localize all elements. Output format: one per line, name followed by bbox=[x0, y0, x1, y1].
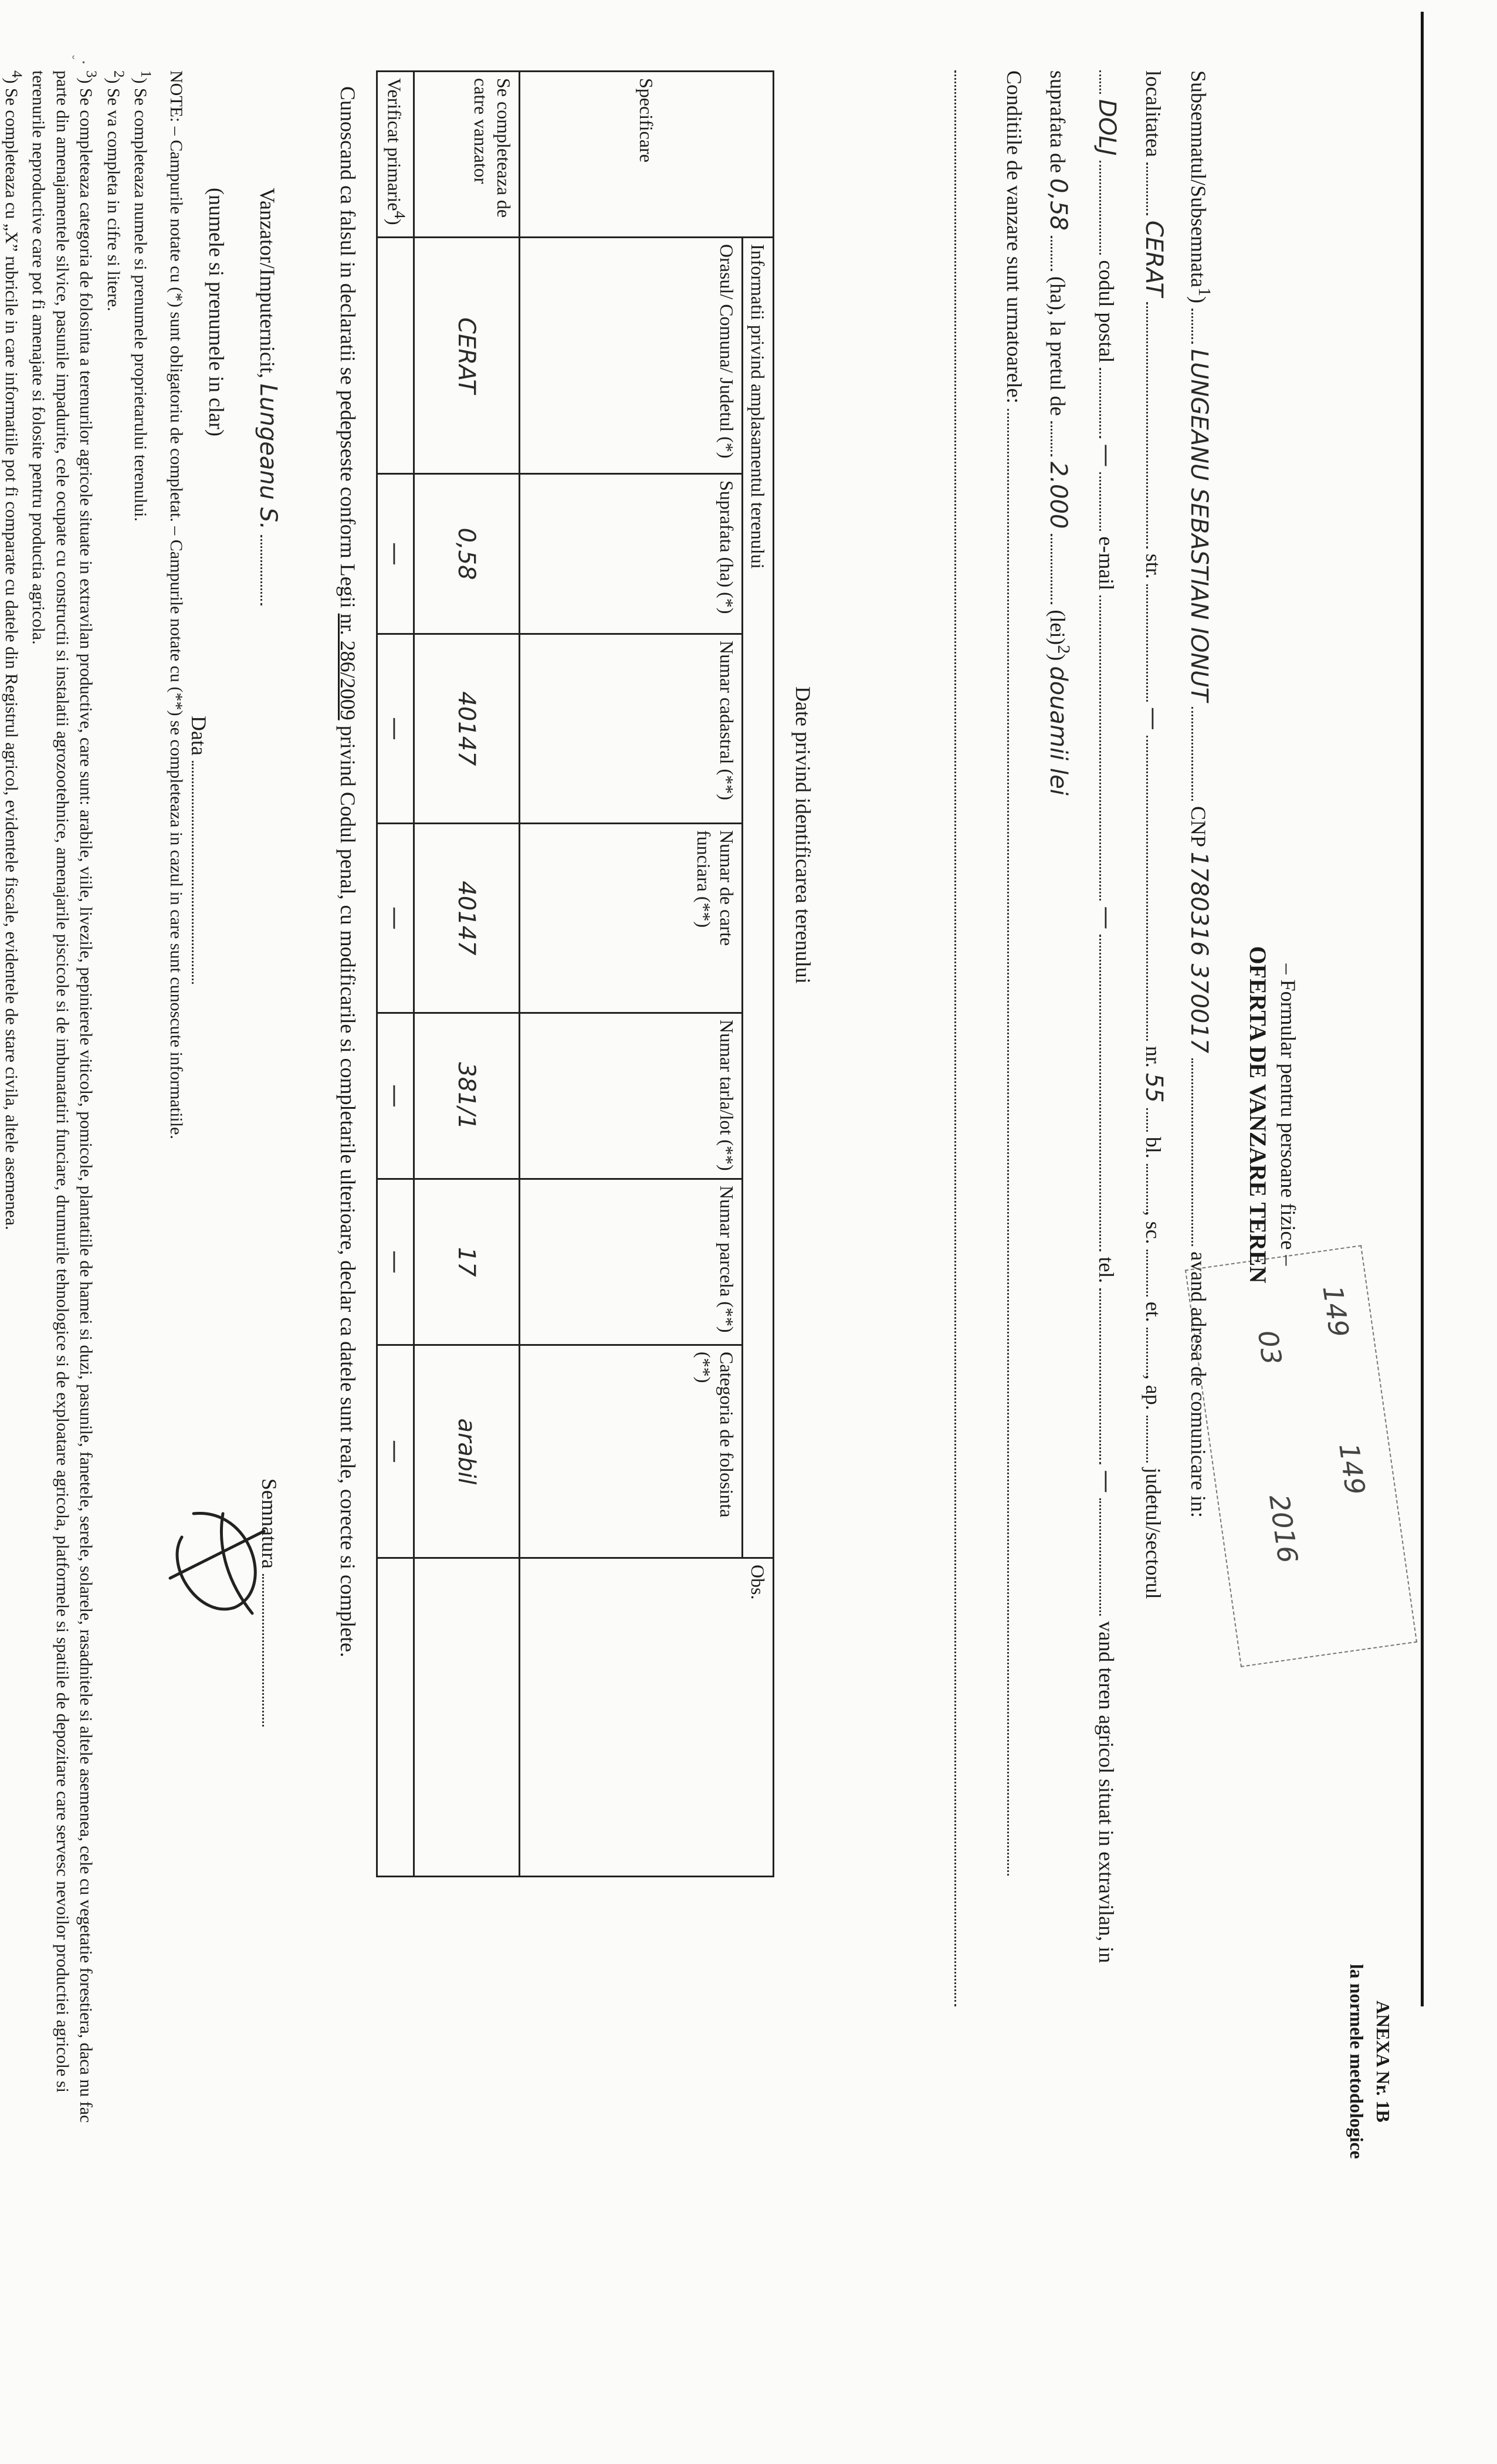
scan-speck: ʿ · bbox=[70, 53, 87, 72]
table-row bbox=[414, 72, 519, 1877]
footnote-4: Se completeaza cu „X” rubricile in care informatiile pot fi comparate cu datele din Registrul agricol, evidentele fiscale, evidentele de stare civila, altele asemenea. bbox=[2, 88, 21, 1230]
col-parcela: Numar parcela (**) bbox=[519, 1179, 742, 1345]
line-subsemnatul: Subsemnatul/Subsemnata$^1$) LUNGEANU SEBASTIAN IONUT CNP 1780316 370017 avand adresa de comunicare in: bbox=[1186, 70, 1214, 1518]
footnote-1: Se completeaza numele si prenumele proprietarului terenului. bbox=[131, 88, 151, 522]
judet-value: DOLJ bbox=[1093, 99, 1120, 156]
annex-sub: la normele metodologice bbox=[1346, 1964, 1368, 2159]
cnp-value: 1780316 370017 bbox=[1186, 851, 1212, 1054]
annex-header bbox=[1343, 1964, 1396, 2159]
pret-litere: douamii lei bbox=[1045, 666, 1072, 796]
stamp-month: 03 bbox=[1251, 1328, 1288, 1367]
bl-label: bl. bbox=[1142, 1136, 1165, 1159]
table-row bbox=[377, 72, 414, 1877]
specificare-header: Specificare bbox=[519, 72, 773, 238]
cell-obs bbox=[414, 1558, 519, 1877]
cell-tarla: 381/1 bbox=[414, 1013, 519, 1179]
cod-postal-value: — bbox=[1093, 444, 1120, 468]
line-suprafata: suprafata de 0,58 (ha), la pretul de 2.000 (lei)$^2$) douamii lei bbox=[1045, 70, 1073, 796]
lei-label: (lei) bbox=[1046, 610, 1069, 645]
nr-value: 55 bbox=[1140, 1072, 1167, 1103]
subsemnatul-value: LUNGEANU SEBASTIAN IONUT bbox=[1186, 348, 1212, 702]
stamp-reg-no: 149 bbox=[1316, 1284, 1356, 1339]
sc-label: sc. bbox=[1142, 1221, 1165, 1244]
row-label: Se completeaza de catre vanzator bbox=[414, 72, 519, 238]
location-header: Informatii privind amplasamentul terenului bbox=[742, 238, 773, 1558]
col-obs: Obs. bbox=[519, 1558, 773, 1877]
form-title: OFERTA DE VANZARE TEREN bbox=[1245, 946, 1272, 1284]
line-cod-postal bbox=[1093, 70, 1120, 1963]
col-carte-funciara: Numar de carte funciara (**) bbox=[519, 824, 742, 1013]
footnotes: NOTE: – Campurile notate cu (*) sunt obligatoriu de completat. – Campurile notate cu (**) se completeaza in cazul in care sunt cunoscute informatiile. $^1$) Se completeaza numele si prenumele proprietarului terenului. $^2$) Se va completa in cifre si litere. $^3$) Se completeaza categoria de folosinta a terenurilor agricole situate in extravilan productive, care sunt: arabile, viile, livezile, pepinierele viticole, pomicole, plantatiile de hamei si duzi, pasunile, fanetele, serele, solarele, rasadnitele si altele asemenea, cele cu vegetatie forestiera, daca nu fac parte din amenajamentele silvice, pasunile impadurite, cele ocupate cu constructii si instalatii agrozootehnice, amenajarile piscicole si de imbunatatiri funciare, drumurile tehnologice si de exploatare agricola, platformele si spatiile de depozitare care servesc nevoilor productiei agricole si terenurile neproductive care pot fi amenajate si folosite pentru productia agricola. $^4$) Se completeaza cu „X” rubricile in care informatiile pot fi comparate cu datele din Registrul agricol, evidentele fiscale, evidentele de stare civila, altele asemenea. bbox=[0, 70, 188, 2135]
subsemnatul-label: Subsemnatul/Subsemnata bbox=[1187, 70, 1210, 287]
cell-tarla: — bbox=[377, 1013, 414, 1179]
str-value: — bbox=[1140, 706, 1167, 730]
cell-suprafata: — bbox=[377, 474, 414, 634]
col-tarla: Numar tarla/lot (**) bbox=[519, 1013, 742, 1179]
cell-carte-funciara: — bbox=[377, 824, 414, 1013]
nr-label: nr. bbox=[1142, 1045, 1165, 1068]
et-label: et. bbox=[1142, 1301, 1165, 1322]
declaration bbox=[332, 70, 364, 2006]
cell-categoria: arabil bbox=[414, 1345, 519, 1558]
cell-nr-cadastral: — bbox=[377, 634, 414, 824]
tel-label: tel. bbox=[1095, 1257, 1118, 1284]
cell-parcela: — bbox=[377, 1179, 414, 1345]
footnote-2: Se va completa in cifre si litere. bbox=[104, 88, 123, 312]
cnp-label: CNP bbox=[1187, 806, 1210, 847]
cod-postal-label: codul postal bbox=[1095, 260, 1118, 363]
cell-parcela: 17 bbox=[414, 1179, 519, 1345]
suprafata-label: suprafata de bbox=[1046, 70, 1069, 173]
ha-label: (ha), la pretul de bbox=[1046, 276, 1069, 416]
land-identification-table bbox=[376, 70, 774, 1877]
localitatea-label: localitatea bbox=[1142, 70, 1165, 157]
stamp-day: 149 bbox=[1333, 1441, 1371, 1497]
footnote-3: Se completeaza categoria de folosinta a terenurilor agricole situate in extravilan productive, care sunt: arabile, viile, livezile, pepinierele viticole, pomicole, plantatiile de hamei si duzi, pasunile, fanetele, serele, solarele, rasadnitele si altele asemenea, cele cu vegetatie forestiera, daca nu fac parte din amenajamentele silvice, pasunile impadurite, cele ocupate cu constructii si instalatii agrozootehnice, amenajarile piscicole si de imbunatatiri funciare, drumurile tehnologice si de exploatare agricola, platformele si spatiile de depozitare care servesc nevoilor productiei agricole si terenurile neproductive care pot fi amenajate si folosite pentru productia agricola. bbox=[29, 70, 96, 2123]
vanzator-label: Vanzator/Imputernicit, bbox=[256, 188, 279, 378]
cell-nr-cadastral: 40147 bbox=[414, 634, 519, 824]
conditii-label: Conditiile de vanzare sunt urmatoarele: bbox=[1002, 70, 1026, 404]
judet-label: judetul/sectorul bbox=[1142, 1467, 1165, 1599]
line-conditii bbox=[1002, 70, 1027, 1876]
cell-categoria: — bbox=[377, 1345, 414, 1558]
suprafata-value: 0,58 bbox=[1045, 178, 1072, 231]
col-suprafata: Suprafata (ha) (*) bbox=[519, 474, 742, 634]
line-localitatea: localitatea CERAT str. — nr. 55 bl. , sc. et. , ap. judetul/sectorul bbox=[1140, 70, 1167, 1599]
tel-value: — bbox=[1093, 1470, 1120, 1494]
data-label: Data bbox=[187, 716, 211, 756]
localitatea-value: CERAT bbox=[1140, 220, 1167, 297]
annex-number: ANEXA Nr. 1B bbox=[1373, 2000, 1394, 2123]
form-title-block bbox=[1242, 70, 1302, 2159]
cell-orasul: CERAT bbox=[414, 238, 519, 474]
clar-label: (numele si prenumele in clar) bbox=[205, 188, 228, 436]
declaration-text-before: Cunoscand ca falsul in declaratii se pedepseste conform Legii bbox=[336, 86, 360, 608]
table-group-header: Date privind identificarea terenului bbox=[791, 686, 815, 984]
cell-orasul bbox=[377, 238, 414, 474]
declaration-text-after: privind Codul penal, cu modificarile si completarile ulterioare, declar ca datele sunt reale, corecte si complete. bbox=[336, 725, 360, 1658]
note-main: NOTE: – Campurile notate cu (*) sunt obligatoriu de completat. – Campurile notate cu (**) se completeaza in cazul in care sunt cunoscute informatiile. bbox=[167, 70, 186, 1139]
line-conditii-continued bbox=[949, 70, 974, 2006]
rotated-form-page bbox=[2, 70, 1396, 2159]
semnatura-label: Semnatura bbox=[258, 1478, 281, 1569]
vanzator-value: Lungeanu S. bbox=[255, 383, 282, 530]
left-margin-rule bbox=[1421, 12, 1424, 2006]
row-label: Verificat primarie$^4$) bbox=[377, 72, 414, 238]
col-nr-cadastral: Numar cadastral (**) bbox=[519, 634, 742, 824]
str-label: str. bbox=[1142, 553, 1165, 579]
cell-obs bbox=[377, 1558, 414, 1877]
email-value: — bbox=[1093, 906, 1120, 930]
cell-carte-funciara: 40147 bbox=[414, 824, 519, 1013]
declaration-law: nr. 286/2009 bbox=[336, 613, 360, 720]
form-subtitle: – Formular pentru persoane fizice – bbox=[1276, 963, 1300, 1266]
col-categoria: Categoria de folosinta (**) bbox=[519, 1345, 742, 1558]
vand-label: vand teren agricol situat in extravilan, in bbox=[1095, 1621, 1118, 1964]
cell-suprafata: 0,58 bbox=[414, 474, 519, 634]
email-label: e-mail bbox=[1095, 536, 1118, 591]
pret-value: 2.000 bbox=[1045, 461, 1072, 529]
ap-label: ap. bbox=[1142, 1385, 1165, 1410]
stamp-year: 2016 bbox=[1263, 1492, 1304, 1565]
address-label: avand adresa de comunicare in: bbox=[1187, 1251, 1210, 1518]
col-orasul: Orasul/ Comuna/ Judetul (*) bbox=[519, 238, 742, 474]
